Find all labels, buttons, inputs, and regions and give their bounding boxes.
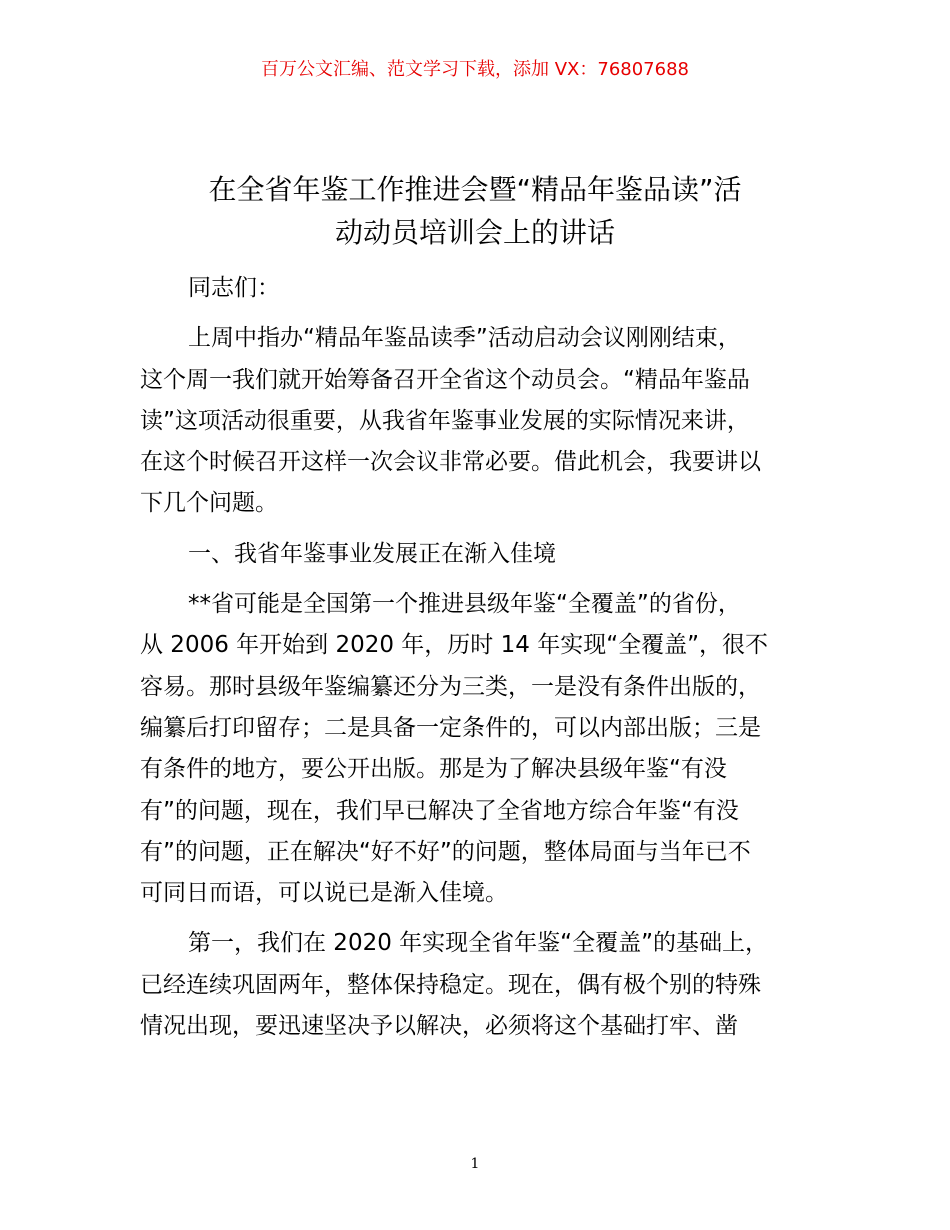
text-line: 有条件的地方，要公开出版。那是为了解决县级年鉴“有没 [140,756,727,783]
document-body [140,268,812,1056]
text-line: 在这个时候召开这样一次会议非常必要。借此机会，我要讲以 [140,449,761,476]
title-line-2: 动动员培训会上的讲话 [334,216,615,249]
header-banner: 百万公文汇编、范文学习下载，添加 VX：76807688 [261,59,689,80]
text-line: 上周中指办“精品年鉴品读季”活动启动会议刚刚结束， [188,325,741,352]
salutation [140,268,812,309]
text-line: 从 2006 年开始到 2020 年，历时 14 年实现“全覆盖”，很不 [140,632,769,659]
document-title [120,168,830,254]
text-line: 可同日而语，可以说已是渐入佳境。 [140,880,508,907]
title-line-1: 在全省年鉴工作推进会暨“精品年鉴品读”活 [208,173,742,206]
paragraph-first-point [140,923,812,1047]
text-line: 编纂后打印留存；二是具备一定条件的，可以内部出版；三是 [140,714,761,741]
text-line: 有”的问题，正在解决“好不好”的问题，整体局面与当年已不 [140,838,751,865]
text-line: 读”这项活动很重要，从我省年鉴事业发展的实际情况来讲， [140,407,750,434]
page-number: 1 [470,1156,480,1172]
text-line: 容易。那时县级年鉴编纂还分为三类，一是没有条件出版的， [140,673,761,700]
text-line: 这个周一我们就开始筹备召开全省这个动员会。“精品年鉴品 [140,366,750,393]
text-line: 第一，我们在 2020 年实现全省年鉴“全覆盖”的基础上， [188,930,768,957]
text-line: 有”的问题，现在，我们早已解决了全省地方综合年鉴“有没 [140,797,739,824]
text-line: 已经连续巩固两年，整体保持稳定。现在，偶有极个别的特殊 [140,971,761,998]
text-line: 情况出现，要迅速坚决予以解决，必须将这个基础打牢、凿 [140,1013,738,1040]
section-heading [140,534,812,575]
paragraph-overview [140,584,812,914]
paragraph-intro [140,318,812,524]
text-line: 下几个问题。 [140,490,278,517]
text-line: 一、我省年鉴事业发展正在渐入佳境 [188,540,556,567]
text-line: **省可能是全国第一个推进县级年鉴“全覆盖”的省份， [188,591,741,618]
text-line: 同志们： [188,275,280,301]
